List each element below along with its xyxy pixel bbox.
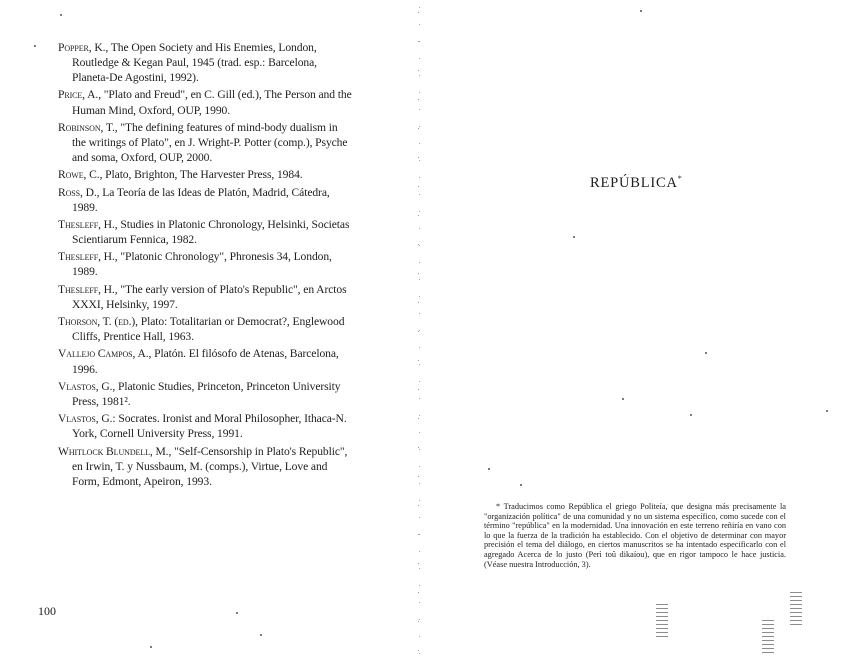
bibliography-author: Popper, K., bbox=[58, 41, 109, 54]
bibliography-reference: "Self-Censorship in Plato's Republic", en Irwin, T. y Nussbaum, M. (comps.), Virtue, Love and Form, Edmont, Apeiron, 1993. bbox=[72, 444, 348, 488]
bibliography-entry bbox=[58, 120, 354, 165]
scan-speck bbox=[520, 484, 522, 486]
bibliography-reference: "The early version of Plato's Republic", en Arctos XXXI, Helsinky, 1997. bbox=[72, 282, 347, 311]
scan-speck bbox=[236, 612, 238, 614]
bibliography-author: Ross, D., bbox=[58, 185, 100, 199]
scan-smudge bbox=[762, 620, 774, 656]
bibliography-reference: Socrates. Ironist and Moral Philosopher, Ithaca-N. York, Cornell University Press, 1991. bbox=[72, 412, 347, 441]
bibliography-author: Vallejo Campos, A., bbox=[58, 347, 152, 361]
book-gutter-shadow bbox=[418, 0, 419, 655]
scan-speck bbox=[150, 646, 152, 648]
bibliography-author: Whitlock Blundell, M., bbox=[58, 444, 172, 458]
bibliography-reference: Platón. El filósofo de Atenas, Barcelona, 1996. bbox=[72, 347, 339, 376]
page-number: 100 bbox=[38, 604, 56, 618]
scan-speck bbox=[34, 45, 36, 47]
scan-speck bbox=[690, 414, 692, 416]
bibliography-reference: "Plato and Freud", en C. Gill (ed.), The Person and the Human Mind, Oxford, OUP, 1990. bbox=[72, 88, 352, 117]
left-page bbox=[0, 0, 410, 655]
scan-speck bbox=[60, 14, 62, 16]
bibliography-author: Thesleff, H., bbox=[58, 282, 118, 296]
bibliography-author: Price, A., bbox=[58, 88, 101, 102]
scan-speck bbox=[260, 634, 262, 636]
bibliography-entry bbox=[58, 87, 354, 117]
bibliography-entry bbox=[58, 40, 354, 85]
bibliography-reference: Studies in Platonic Chronology, Helsinki, Societas Scientiarum Fennica, 1982. bbox=[72, 217, 350, 247]
chapter-title bbox=[590, 174, 683, 192]
bibliography-reference: "The defining features of mind-body dualism in the writings of Plato", en J. Wright-P. Potter (comp.), Psyche and soma, Oxford, OUP, 2000. bbox=[72, 120, 348, 165]
scan-smudge bbox=[790, 592, 802, 628]
bibliography-author: Robinson, T., bbox=[58, 120, 118, 134]
bibliography-reference: The Open Society and His Enemies, London, Routledge & Kegan Paul, 1945 (trad. esp.: Barcelona, Planeta-De Agostini, 1992). bbox=[72, 41, 317, 85]
scan-speck bbox=[826, 410, 828, 412]
footnote: * Traducimos como República el griego Politeía, que designa más precisamente la "organización política" de una comunidad y no un sistema específico, como sucede con el término "república" en la modernidad. Una innovación en este terreno reñiría en vano con lo que la fuerza de la tradición ha establecido. Con el objetivo de determinar con mayor precisión el tema del diálogo, en ciertos manuscritos se ha intentado especificarlo con el agregado Acerca de lo justo (Perì toû dikaíou), que en rigor tampoco le hace justicia. (Véase nuestra Introducción, 3). bbox=[484, 502, 786, 569]
bibliography-entry bbox=[58, 346, 354, 376]
scan-speck bbox=[705, 352, 707, 354]
bibliography-entry bbox=[58, 314, 354, 344]
scan-speck bbox=[488, 468, 490, 470]
bibliography-entry bbox=[58, 249, 354, 279]
bibliography-entry bbox=[58, 217, 354, 247]
scan-speck bbox=[622, 398, 624, 400]
bibliography-entry bbox=[58, 167, 354, 182]
bibliography-reference: Platonic Studies, Princeton, Princeton University Press, 1981². bbox=[72, 379, 341, 408]
bibliography-reference: Plato: Totalitarian or Democrat?, Englewood Cliffs, Prentice Hall, 1963. bbox=[72, 315, 345, 344]
bibliography-author: Rowe, C., bbox=[58, 168, 103, 182]
bibliography-list bbox=[58, 40, 354, 491]
bibliography-reference: "Platonic Chronology", Phronesis 34, London, 1989. bbox=[72, 250, 332, 279]
bibliography-entry bbox=[58, 444, 354, 489]
bibliography-entry bbox=[58, 282, 354, 312]
scan-speck bbox=[573, 236, 575, 238]
bibliography-reference: Plato, Brighton, The Harvester Press, 1984. bbox=[102, 168, 303, 182]
bibliography-entry bbox=[58, 379, 354, 409]
footnote-marker: * bbox=[677, 174, 683, 183]
bibliography-author: Thesleff, H., bbox=[58, 250, 118, 264]
bibliography-reference: La Teoría de las Ideas de Platón, Madrid, Cátedra, 1989. bbox=[72, 185, 330, 214]
scan-smudge bbox=[656, 604, 668, 640]
bibliography-entry bbox=[58, 185, 354, 215]
bibliography-entry bbox=[58, 411, 354, 441]
bibliography-author: Thorson, T. (ed.), bbox=[58, 315, 138, 329]
scan-speck bbox=[640, 10, 642, 12]
bibliography-author: Vlastos, G.: bbox=[58, 412, 116, 426]
chapter-title-text: REPÚBLICA bbox=[590, 174, 678, 191]
bibliography-author: Thesleff, H., bbox=[58, 217, 118, 231]
bibliography-author: Vlastos, G., bbox=[58, 379, 116, 393]
